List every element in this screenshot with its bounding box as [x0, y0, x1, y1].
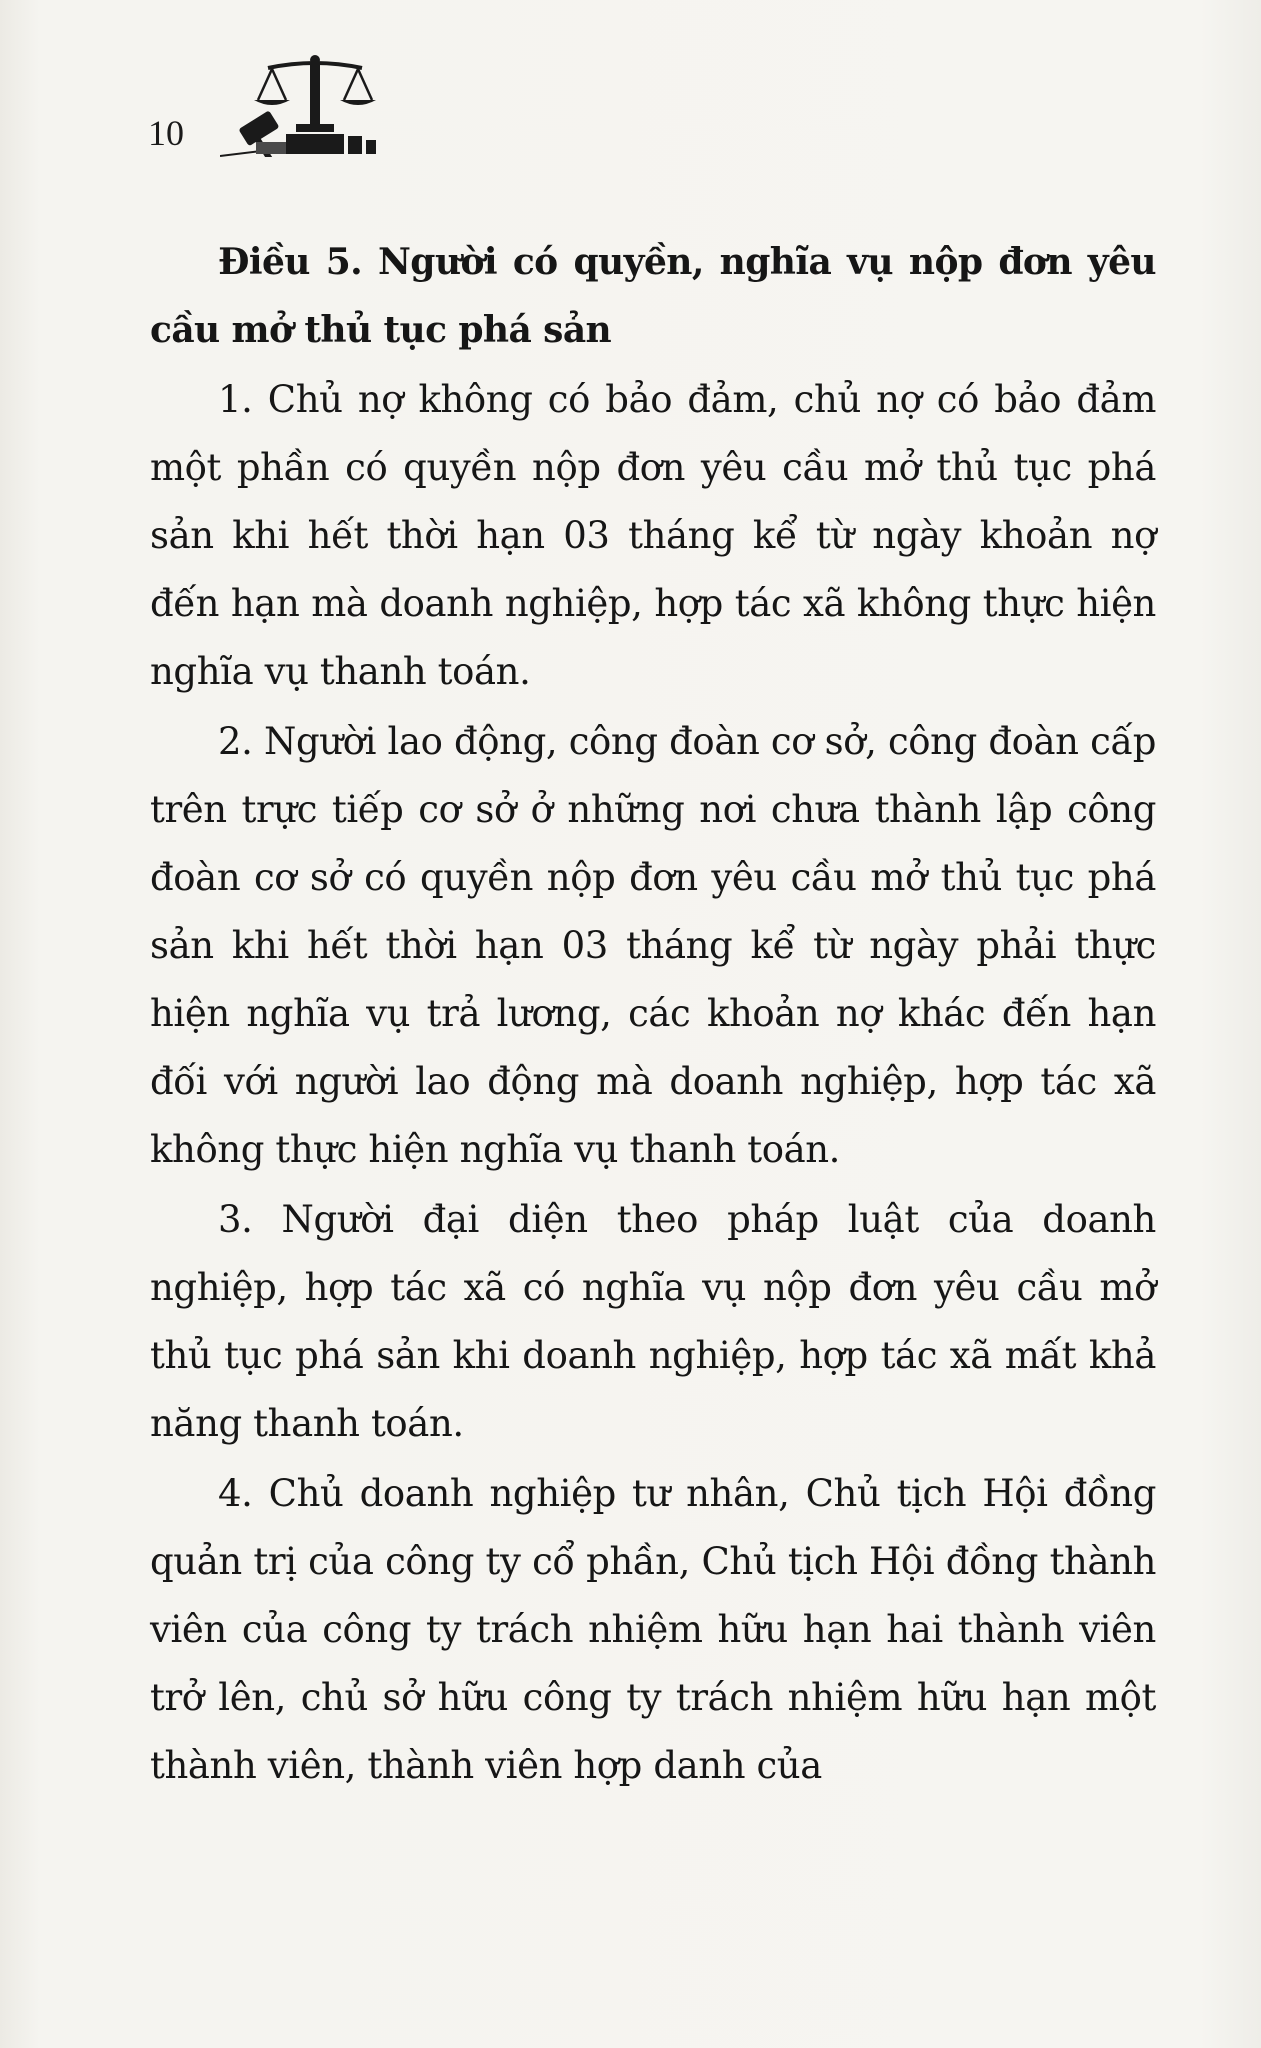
article-title: Điều 5. Người có quyền, nghĩa vụ nộp đơn yêu cầu mở thủ tục phá sản [150, 241, 1156, 351]
clause-1: 1. Chủ nợ không có bảo đảm, chủ nợ có bảo đảm một phần có quyền nộp đơn yêu cầu mở thủ tục phá sản khi hết thời hạn 03 tháng kể từ ngày khoản nợ đến hạn mà doanh nghiệp, hợp tác xã không thực hiện nghĩa vụ thanh toán. [150, 378, 1156, 693]
clause-4: 4. Chủ doanh nghiệp tư nhân, Chủ tịch Hội đồng quản trị của công ty cổ phần, Chủ tịch Hội đồng thành viên của công ty trách nhiệm hữu hạn hai thành viên trở lên, chủ sở hữu công ty trách nhiệm hữu hạn một thành viên, thành viên hợp danh của [150, 1472, 1156, 1787]
clause-3: 3. Người đại diện theo pháp luật của doanh nghiệp, hợp tác xã có nghĩa vụ nộp đơn yêu cầu mở thủ tục phá sản khi doanh nghiệp, hợp tác xã mất khả năng thanh toán. [150, 1198, 1156, 1445]
page-number: 10 [148, 113, 184, 153]
page-header [148, 52, 448, 162]
clause-2: 2. Người lao động, công đoàn cơ sở, công đoàn cấp trên trực tiếp cơ sở ở những nơi chưa thành lập công đoàn cơ sở có quyền nộp đơn yêu cầu mở thủ tục phá sản khi hết thời hạn 03 tháng kể từ ngày phải thực hiện nghĩa vụ trả lương, các khoản nợ khác đến hạn đối với người lao động mà doanh nghiệp, hợp tác xã không thực hiện nghĩa vụ thanh toán. [150, 720, 1156, 1171]
article-body [150, 228, 1156, 1802]
scales-of-justice-gavel-icon [220, 52, 395, 157]
